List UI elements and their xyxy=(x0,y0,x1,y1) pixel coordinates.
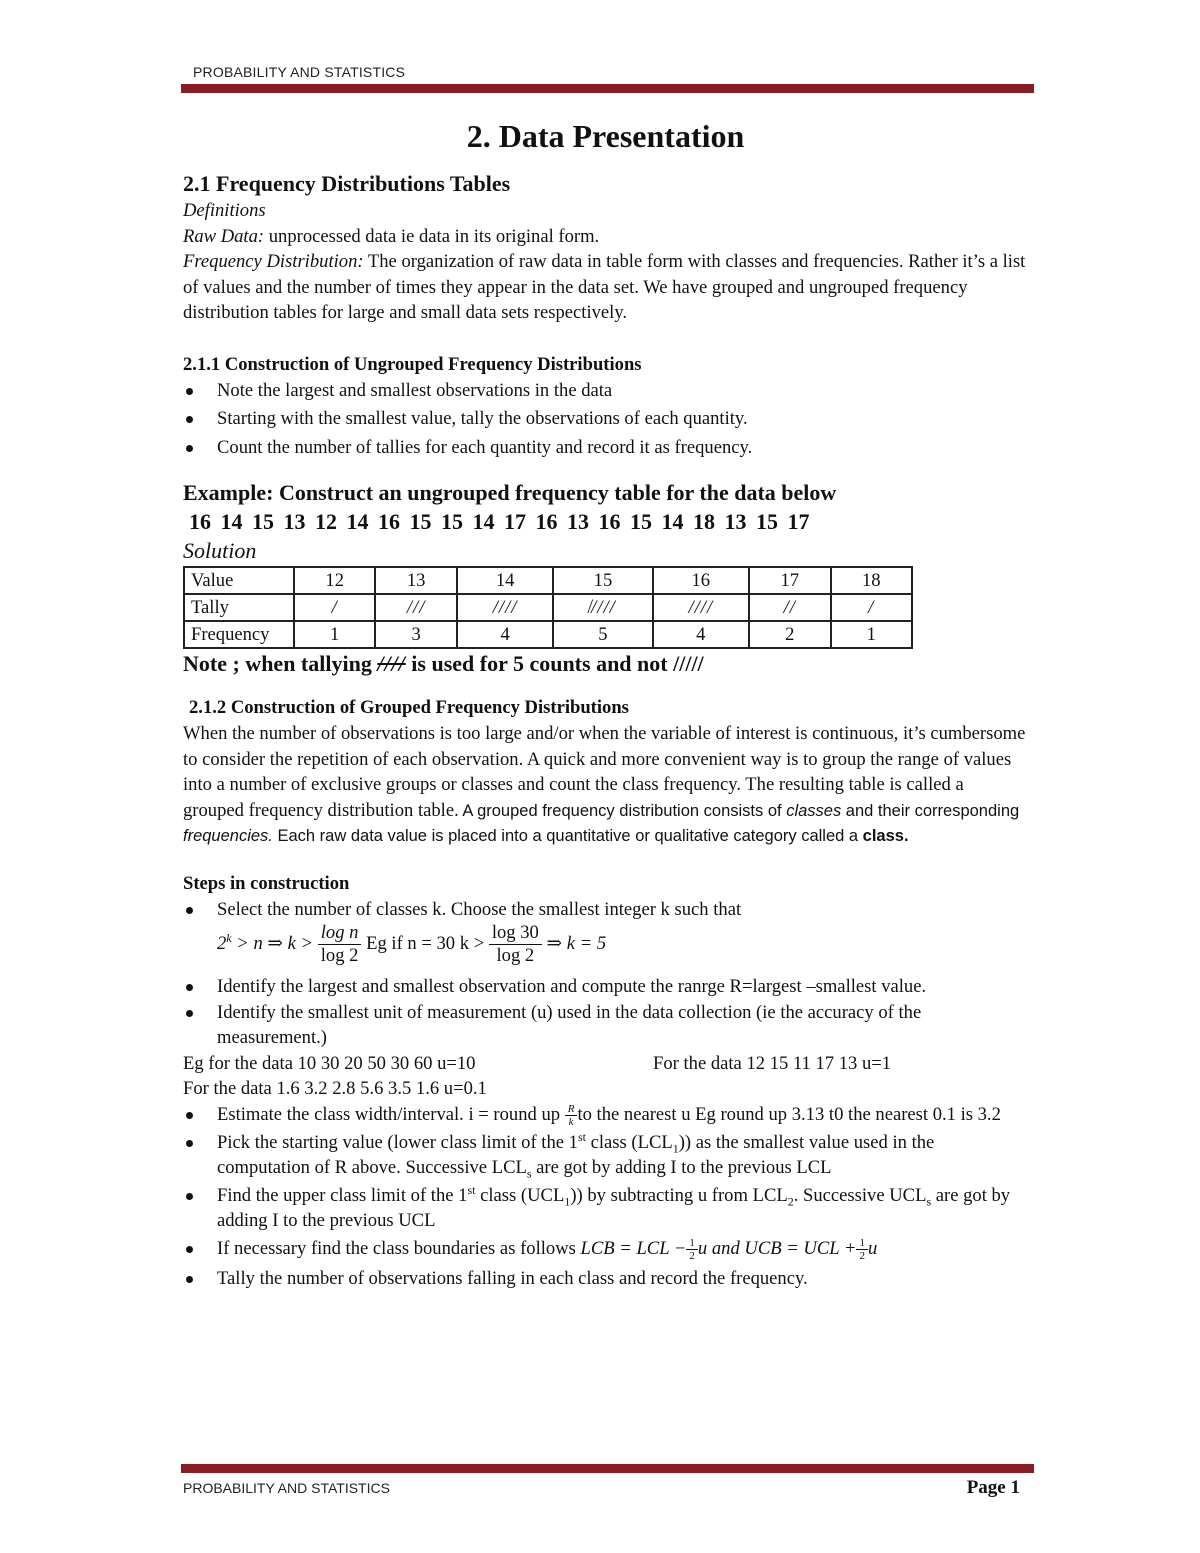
class-count-formula: $2^k > n$ ⇒ k > $\frac{\text{log n}}{\log 2}$ Eg if n = 30 k > $\frac{\log 30}{\log 2}$ ⇒ k = 5 xyxy=(217,922,607,966)
row-header: Tally xyxy=(184,594,294,621)
list-item: If necessary find the class boundaries as follows LCB = LCL − $\frac{1}{2}$ u and UCB = UCL + $\frac{1}{2}$ u xyxy=(183,1236,1028,1262)
table-cell: 14 xyxy=(457,567,554,594)
page-number: Page 1 xyxy=(966,1477,1020,1498)
table-cell: 12 xyxy=(294,567,375,594)
table-cell: //// xyxy=(457,594,554,621)
table-cell: 3 xyxy=(375,621,456,648)
header-rule xyxy=(181,84,1034,93)
chapter-title: 2. Data Presentation xyxy=(466,118,745,154)
list-item: Starting with the smallest value, tally the observations of each quantity. xyxy=(183,406,1028,432)
table-cell: 13 xyxy=(375,567,456,594)
example-heading: Example: Construct an ungrouped frequency table for the data below xyxy=(183,480,837,505)
table-cell: 5 xyxy=(553,621,652,648)
grouped-paragraph: When the number of observations is too large and/or when the variable of interest is continuous, it’s cumbersome to consider the repetition of each observation. A quick and more convenient way is to group the range of values into a number of exclusive groups or classes and count the class frequency. The resulting table is called a grouped frequency distribution table. A grouped frequency distribution consists of classes and their corresponding frequencies. Each raw data value is placed into a quantitative or qualitative category called a class. xyxy=(183,723,1026,845)
page-content xyxy=(183,112,1028,1291)
table-cell: 2 xyxy=(749,621,830,648)
table-cell: 17 xyxy=(749,567,830,594)
table-row xyxy=(184,594,912,621)
list-item: Select the number of classes k. Choose the smallest integer k such that xyxy=(183,897,1028,923)
table-row xyxy=(184,621,912,648)
table-cell: 1 xyxy=(831,621,913,648)
example-data: 16 14 15 13 12 14 16 15 15 14 17 16 13 16 15 14 18 13 15 17 xyxy=(189,509,810,534)
section-title: 2.1 Frequency Distributions Tables xyxy=(183,171,511,196)
list-item: Pick the starting value (lower class limit of the 1st class $(LCL_1)$) as the smallest value used in the computation of R above. Successive $LCL_s$ are got by adding I to the previous LCL xyxy=(183,1130,1028,1181)
table-cell: 4 xyxy=(457,621,554,648)
ungrouped-steps xyxy=(183,378,1028,461)
running-footer: PROBABILITY AND STATISTICS xyxy=(183,1480,390,1496)
construction-steps xyxy=(183,897,1028,923)
row-header: Value xyxy=(184,567,294,594)
frequency-table xyxy=(183,566,913,649)
table-cell: 18 xyxy=(831,567,913,594)
table-cell: //// xyxy=(653,594,750,621)
solution-label: Solution xyxy=(183,538,257,563)
row-header: Frequency xyxy=(184,621,294,648)
table-cell: / xyxy=(831,594,913,621)
unit-examples: Eg for the data 10 30 20 50 30 60 u=10 For the data 12 15 11 17 13 u=1 xyxy=(183,1052,892,1074)
table-cell: 15 xyxy=(553,567,652,594)
list-item: Find the upper class limit of the 1st class $(UCL_1)$) by subtracting u from $LCL_2$. Successive $UCL_s$ are got by adding I to the previous UCL xyxy=(183,1183,1028,1234)
definitions-label: Definitions xyxy=(183,200,266,221)
running-header: PROBABILITY AND STATISTICS xyxy=(193,64,406,80)
table-cell: // xyxy=(749,594,830,621)
table-row xyxy=(184,567,912,594)
frequency-distribution-definition: Frequency Distribution: The organization of raw data in table form with classes and frequencies. Rather it’s a list of values and the number of times they appear in the data set. We have grouped and ungrouped frequency distribution tables for large and small data sets respectively. xyxy=(183,251,1026,323)
list-item: Identify the smallest unit of measurement (u) used in the data collection (ie the accuracy of the measurement.) xyxy=(183,1000,1028,1051)
list-item: Tally the number of observations falling in each class and record the frequency. xyxy=(183,1266,1028,1292)
tally-note: Note ; when tallying //// is used for 5 counts and not ///// xyxy=(183,651,704,676)
footer-rule xyxy=(181,1464,1034,1473)
grouped-title: 2.1.2 Construction of Grouped Frequency Distributions xyxy=(189,697,629,718)
unit-example-decimal: For the data 1.6 3.2 2.8 5.6 3.5 1.6 u=0.1 xyxy=(183,1078,487,1099)
freq-dist-term: Frequency Distribution: xyxy=(183,251,364,272)
ungrouped-title: 2.1.1 Construction of Ungrouped Frequency Distributions xyxy=(183,353,642,375)
list-item: Count the number of tallies for each quantity and record it as frequency. xyxy=(183,435,1028,461)
list-item: Identify the largest and smallest observation and compute the ranrge R=largest –smallest value. xyxy=(183,974,1028,1000)
table-cell: / xyxy=(294,594,375,621)
table-cell: 4 xyxy=(653,621,750,648)
list-item: Note the largest and smallest observations in the data xyxy=(183,378,1028,404)
table-cell: /// xyxy=(375,594,456,621)
raw-data-term: Raw Data: xyxy=(183,225,265,247)
table-cell: 1 xyxy=(294,621,375,648)
table-cell: 16 xyxy=(653,567,750,594)
table-cell: ̸//// xyxy=(553,594,652,621)
list-item: Estimate the class width/interval. i = round up $\frac{R}{k}$ to the nearest u Eg round up 3.13 t0 the nearest 0.1 is 3.2 xyxy=(183,1102,1028,1128)
steps-title: Steps in construction xyxy=(183,872,350,894)
raw-data-definition: Raw Data: unprocessed data ie data in its original form. xyxy=(183,225,600,247)
